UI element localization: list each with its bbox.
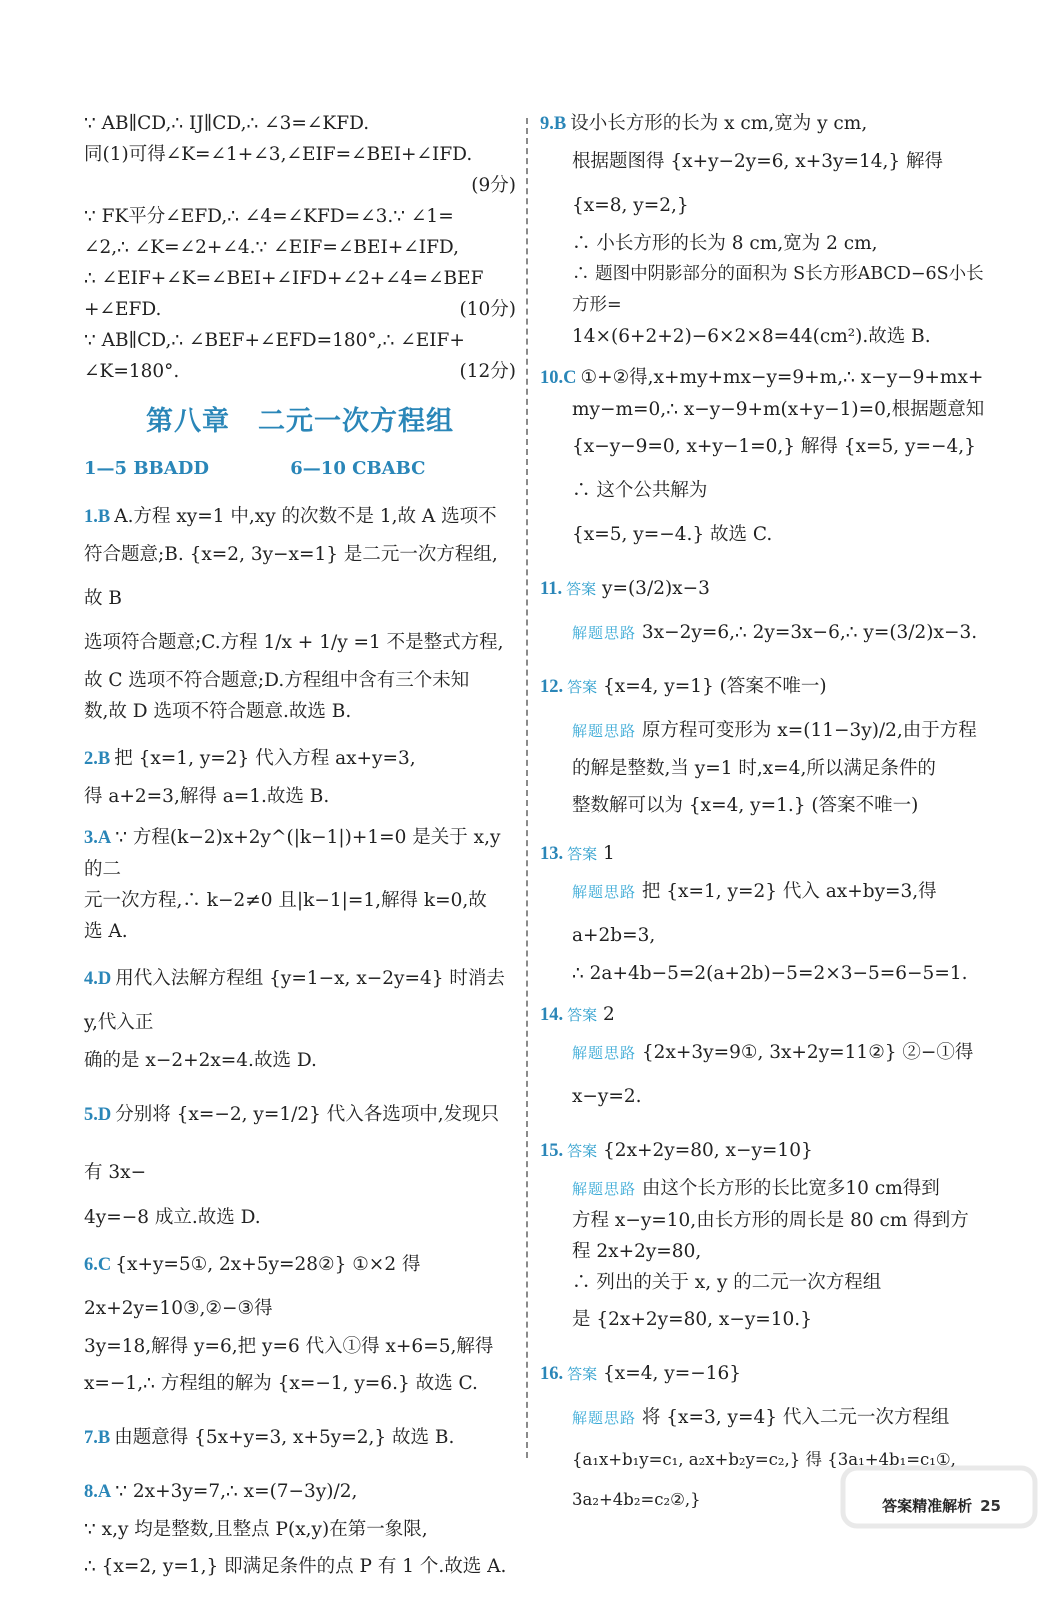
score-mark: (10分) [459, 299, 516, 320]
item-number: 13. [540, 844, 564, 864]
score-mark: (9分) [471, 175, 516, 196]
item-number: 12. [540, 677, 564, 697]
item-text: 整数解可以为 {x=4, y=1.} (答案不唯一) [572, 795, 919, 816]
item-line [540, 999, 990, 1031]
item-8 [84, 1470, 516, 1589]
item-line [84, 1470, 516, 1514]
text-line [84, 356, 516, 387]
item-text: 14×(6+2+2)−6×2×8=44(cm²).故选 B. [572, 326, 931, 347]
item-text: ∴ 小长方形的长为 8 cm,宽为 2 cm, [572, 233, 878, 254]
answer-tag: 答案 [567, 845, 598, 863]
item-text: 4y=−8 成立.故选 D. [84, 1207, 261, 1228]
item-14 [540, 999, 990, 1119]
text-line: ∴ ∠EIF+∠K=∠BEI+∠IFD+∠2+∠4=∠BEF [84, 268, 484, 289]
item-line [540, 1352, 990, 1396]
item-number: 5.D [84, 1105, 112, 1125]
left-column [84, 108, 516, 1599]
hint-tag: 解题思路 [572, 1044, 637, 1062]
quick-answer-1: 1—5 BBADD [84, 458, 209, 479]
item-text: 元一次方程,∴ k−2≠0 且|k−1|=1,解得 k=0,故 [84, 890, 487, 911]
item-text: 得 a+2=3,解得 a=1.故选 B. [84, 786, 330, 807]
answer-value: {x=4, y=−16} [603, 1363, 742, 1384]
item-text: {a₁x+b₁y=c₁, a₂x+b₂y=c₂,} 得 {3a₁+4b₁=c₁①, 3a₂+4b₂=c₂②,} [572, 1450, 956, 1509]
item-15 [540, 1129, 990, 1342]
answer-tag: 答案 [567, 1365, 598, 1383]
item-text: A.方程 xy=1 中,xy 的次数不是 1,故 A 选项不 [114, 506, 497, 527]
answer-value: {2x+2y=80, x−y=10} [603, 1140, 813, 1161]
hint-tag: 解题思路 [572, 1409, 637, 1427]
item-line [540, 108, 990, 140]
item-text: 故 C 选项不符合题意;D.方程组中含有三个未知 [84, 670, 470, 691]
item-number: 14. [540, 1005, 564, 1025]
item-11 [540, 567, 990, 655]
item-number: 1.B [84, 507, 111, 527]
item-line [84, 822, 516, 885]
item-text: 确的是 x−2+2x=4.故选 D. [84, 1050, 317, 1071]
hint-tag: 解题思路 [572, 624, 637, 642]
item-text: 选项符合题意;C.方程 1/x + 1/y =1 不是整式方程, [84, 632, 504, 653]
item-number: 2.B [84, 749, 111, 769]
item-line [540, 567, 990, 611]
item-text: ∴ 2a+4b−5=2(a+2b)−5=2×3−5=6−5=1. [572, 963, 968, 984]
item-text: ∵ x,y 均是整数,且整点 P(x,y)在第一象限, [84, 1519, 428, 1540]
answer-tag: 答案 [567, 678, 598, 696]
item-text: 3x−2y=6,∴ 2y=3x−6,∴ y=(3/2)x−3. [641, 622, 978, 643]
quick-answers [84, 458, 516, 479]
item-line [540, 1173, 990, 1205]
item-text: 的解是整数,当 y=1 时,x=4,所以满足条件的 [572, 758, 936, 779]
item-9 [540, 108, 990, 352]
item-line [540, 1129, 990, 1173]
text-line: ∵ AB∥CD,∴ IJ∥CD,∴ ∠3=∠KFD. [84, 113, 370, 134]
footer-label: 答案精准解析 [882, 1497, 973, 1515]
item-2 [84, 737, 516, 812]
answer-value: {x=4, y=1} (答案不唯一) [603, 676, 827, 697]
item-1 [84, 501, 516, 727]
hint-tag: 解题思路 [572, 883, 637, 901]
text-line [84, 294, 516, 325]
item-number: 6.C [84, 1255, 112, 1275]
item-text: 分别将 {x=−2, y=1/2} 代入各选项中,发现只有 3x− [84, 1104, 500, 1183]
item-text: x=−1,∴ 方程组的解为 {x=−1, y=6.} 故选 C. [84, 1373, 478, 1394]
item-number: 8.A [84, 1482, 112, 1502]
item-line [540, 1031, 990, 1119]
text-line: ∠K=180°. [84, 361, 180, 382]
answer-value: 2 [603, 1004, 615, 1025]
item-text: 程 2x+2y=80, [572, 1241, 702, 1262]
item-text: 由这个长方形的长比宽多10 cm得到 [641, 1178, 940, 1199]
item-6 [84, 1243, 516, 1406]
item-text: {x=5, y=−4.} 故选 C. [572, 524, 773, 545]
text-line: 同(1)可得∠K=∠1+∠3,∠EIF=∠BEI+∠IFD. [84, 144, 473, 165]
item-text: 由题意得 {5x+y=3, x+5y=2,} 故选 B. [114, 1427, 455, 1448]
item-line [540, 1396, 990, 1440]
answer-tag: 答案 [566, 580, 597, 598]
item-line [84, 957, 516, 1045]
column-divider [526, 118, 528, 1458]
item-line [540, 838, 990, 870]
item-text: 原方程可变形为 x=(11−3y)/2,由于方程 [641, 720, 977, 741]
item-text: ∵ 2x+3y=7,∴ x=(7−3y)/2, [115, 1481, 358, 1502]
item-13 [540, 838, 990, 989]
answer-value: y=(3/2)x−3 [602, 578, 710, 599]
item-line [540, 611, 990, 655]
item-line [84, 1416, 516, 1460]
item-text: {2x+3y=9①, 3x+2y=11②} ②−①得 x−y=2. [572, 1042, 974, 1107]
item-text: 用代入法解方程组 {y=1−x, x−2y=4} 时消去 y,代入正 [84, 968, 505, 1033]
item-text: 是 {2x+2y=80, x−y=10.} [572, 1309, 812, 1330]
item-line [84, 501, 516, 533]
item-number: 11. [540, 579, 563, 599]
item-number: 3.A [84, 828, 112, 848]
item-number: 9.B [540, 114, 567, 134]
item-number: 4.D [84, 969, 112, 989]
hint-tag: 解题思路 [572, 1180, 637, 1198]
item-line [84, 737, 516, 781]
item-text: ∴ {x=2, y=1,} 即满足条件的点 P 有 1 个.故选 A. [84, 1556, 507, 1577]
item-text: ∵ 方程(k−2)x+2y^(|k−1|)+1=0 是关于 x,y 的二 [84, 827, 501, 880]
hint-tag: 解题思路 [572, 722, 637, 740]
item-text: 方程 x−y=10,由长方形的周长是 80 cm 得到方 [572, 1210, 969, 1231]
item-line [540, 870, 990, 958]
item-number: 15. [540, 1141, 564, 1161]
item-text: 3y=18,解得 y=6,把 y=6 代入①得 x+6=5,解得 [84, 1336, 494, 1357]
text-line: ∠2,∴ ∠K=∠2+∠4.∵ ∠EIF=∠BEI+∠IFD, [84, 237, 459, 258]
item-text: {x−y−9=0, x+y−1=0,} 解得 {x=5, y=−4,} ∴ 这个公共解为 [572, 436, 976, 501]
item-line [540, 665, 990, 709]
item-line [540, 709, 990, 753]
item-text: 将 {x=3, y=4} 代入二元一次方程组 [641, 1407, 950, 1428]
item-number: 16. [540, 1364, 564, 1384]
item-7 [84, 1416, 516, 1460]
chapter-title: 第八章 二元一次方程组 [146, 406, 454, 437]
item-3 [84, 822, 516, 947]
item-line [84, 1243, 516, 1331]
page-number: 25 [980, 1497, 1001, 1515]
item-4 [84, 957, 516, 1076]
item-number: 10.C [540, 368, 577, 388]
item-10 [540, 362, 990, 557]
item-text: {x+y=5①, 2x+5y=28②} ①×2 得 2x+2y=10③,②−③得 [84, 1254, 421, 1319]
item-text: 选 A. [84, 921, 128, 942]
answer-tag: 答案 [567, 1006, 598, 1024]
item-number: 7.B [84, 1428, 111, 1448]
item-text: ∴ 列出的关于 x, y 的二元一次方程组 [572, 1272, 882, 1293]
answer-tag: 答案 [567, 1142, 598, 1160]
item-text: 把 {x=1, y=2} 代入方程 ax+y=3, [114, 748, 416, 769]
page-footer [882, 1495, 1001, 1516]
item-text: ①+②得,x+my+mx−y=9+m,∴ x−y−9+mx+ [580, 367, 984, 388]
score-mark: (12分) [459, 361, 516, 382]
item-text: my−m=0,∴ x−y−9+m(x+y−1)=0,根据题意知 [572, 399, 985, 420]
item-text: 把 {x=1, y=2} 代入 ax+by=3,得 a+2b=3, [572, 881, 937, 946]
text-line: +∠EFD. [84, 299, 162, 320]
text-line: ∵ FK平分∠EFD,∴ ∠4=∠KFD=∠3.∵ ∠1= [84, 206, 454, 227]
answer-value: 1 [603, 843, 615, 864]
continuation-block [84, 108, 516, 387]
text-line: ∵ AB∥CD,∴ ∠BEF+∠EFD=180°,∴ ∠EIF+ [84, 330, 465, 351]
quick-answer-2: 6—10 CBABC [290, 458, 426, 479]
item-line [540, 362, 990, 394]
item-text: 根据题图得 {x+y−2y=6, x+3y=14,} 解得 {x=8, y=2,} [572, 151, 944, 216]
item-5 [84, 1086, 516, 1233]
item-12 [540, 665, 990, 828]
right-column [540, 108, 990, 1530]
item-line [84, 1086, 516, 1202]
item-text: ∴ 题图中阴影部分的面积为 S长方形ABCD−6S小长方形= [572, 264, 984, 315]
item-text: 数,故 D 选项不符合题意.故选 B. [84, 701, 352, 722]
item-text: 设小长方形的长为 x cm,宽为 y cm, [570, 113, 868, 134]
item-text: 符合题意;B. {x=2, 3y−x=1} 是二元一次方程组,故 B [84, 544, 498, 609]
